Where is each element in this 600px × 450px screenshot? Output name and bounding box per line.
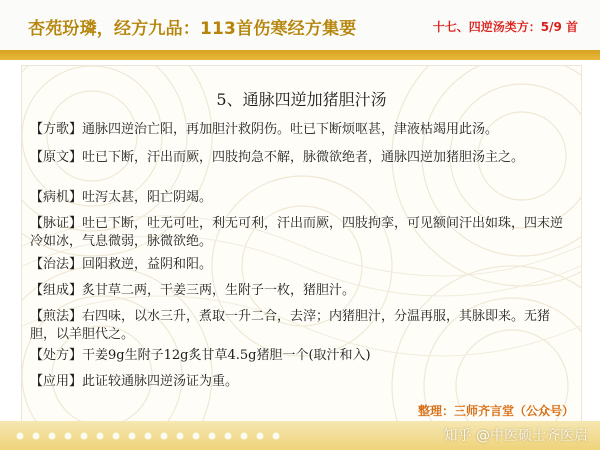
source-note: 整理：三师齐言堂（公众号） [417, 404, 574, 418]
section-text: 此证较通脉四逆汤证为重。 [82, 374, 239, 389]
header-title: 杏苑玢璘，经方九品：113首伤寒经方集要 [28, 19, 357, 39]
section-yuanwen [30, 149, 570, 167]
formula-content [22, 66, 581, 423]
section-zucheng [30, 282, 570, 300]
section-text: 吐已下断，吐无可吐，利无可利，汗出而厥，四肢拘挛，可见额间汗出如珠，四末逆冷如冰，气息微弱，脉微欲绝。 [30, 216, 564, 249]
section-yingyong [30, 373, 570, 391]
category-label: 十七、四逆汤类方：5/9 首 [432, 20, 578, 34]
section-maizheng [30, 215, 570, 251]
formula-title: 5、通脉四逆加猪胆汁汤 [216, 90, 387, 109]
section-jianfa [30, 308, 570, 344]
section-text: 右四味，以水三升，煮取一升二合，去滓；内猪胆汁，分温再服，其脉即来。无猪胆，以羊胆代之。 [30, 309, 551, 342]
section-text: 吐已下断，汗出而厥，四肢拘急不解，脉微欲绝者，通脉四逆加猪胆汤主之。 [82, 150, 525, 165]
section-tag: 【应用】 [30, 374, 83, 389]
section-text: 通脉四逆治亡阳，再加胆汁救阴伤。吐已下断烦呕甚，津液枯竭用此汤。 [82, 122, 499, 137]
section-tag: 【方歌】 [30, 122, 83, 137]
dot-pattern-icon [14, 426, 284, 446]
section-text: 炙甘草二两，干姜三两，生附子一枚，猪胆汁。 [82, 283, 356, 298]
section-bingji [30, 189, 570, 207]
section-chufang [30, 347, 570, 365]
section-tag: 【煎法】 [30, 309, 83, 324]
section-text: 干姜9g生附子12g炙甘草4.5g猪胆一个(取汁和入) [82, 348, 371, 363]
section-tag: 【处方】 [30, 348, 83, 363]
section-tag: 【原文】 [30, 150, 83, 165]
section-fangge [30, 121, 570, 139]
section-tag: 【组成】 [30, 283, 83, 298]
section-tag: 【病机】 [30, 190, 83, 205]
section-zhifa [30, 256, 570, 274]
watermark-text: 知乎 @中医硕士齐医启 [443, 428, 588, 444]
section-text: 回阳救逆，益阴和阳。 [82, 257, 213, 272]
section-text: 吐泻太甚，阳亡阴竭。 [82, 190, 213, 205]
section-tag: 【脉证】 [30, 216, 83, 231]
gold-divider [0, 50, 600, 60]
content-panel [21, 65, 582, 424]
section-tag: 【治法】 [30, 257, 83, 272]
header [0, 0, 600, 50]
